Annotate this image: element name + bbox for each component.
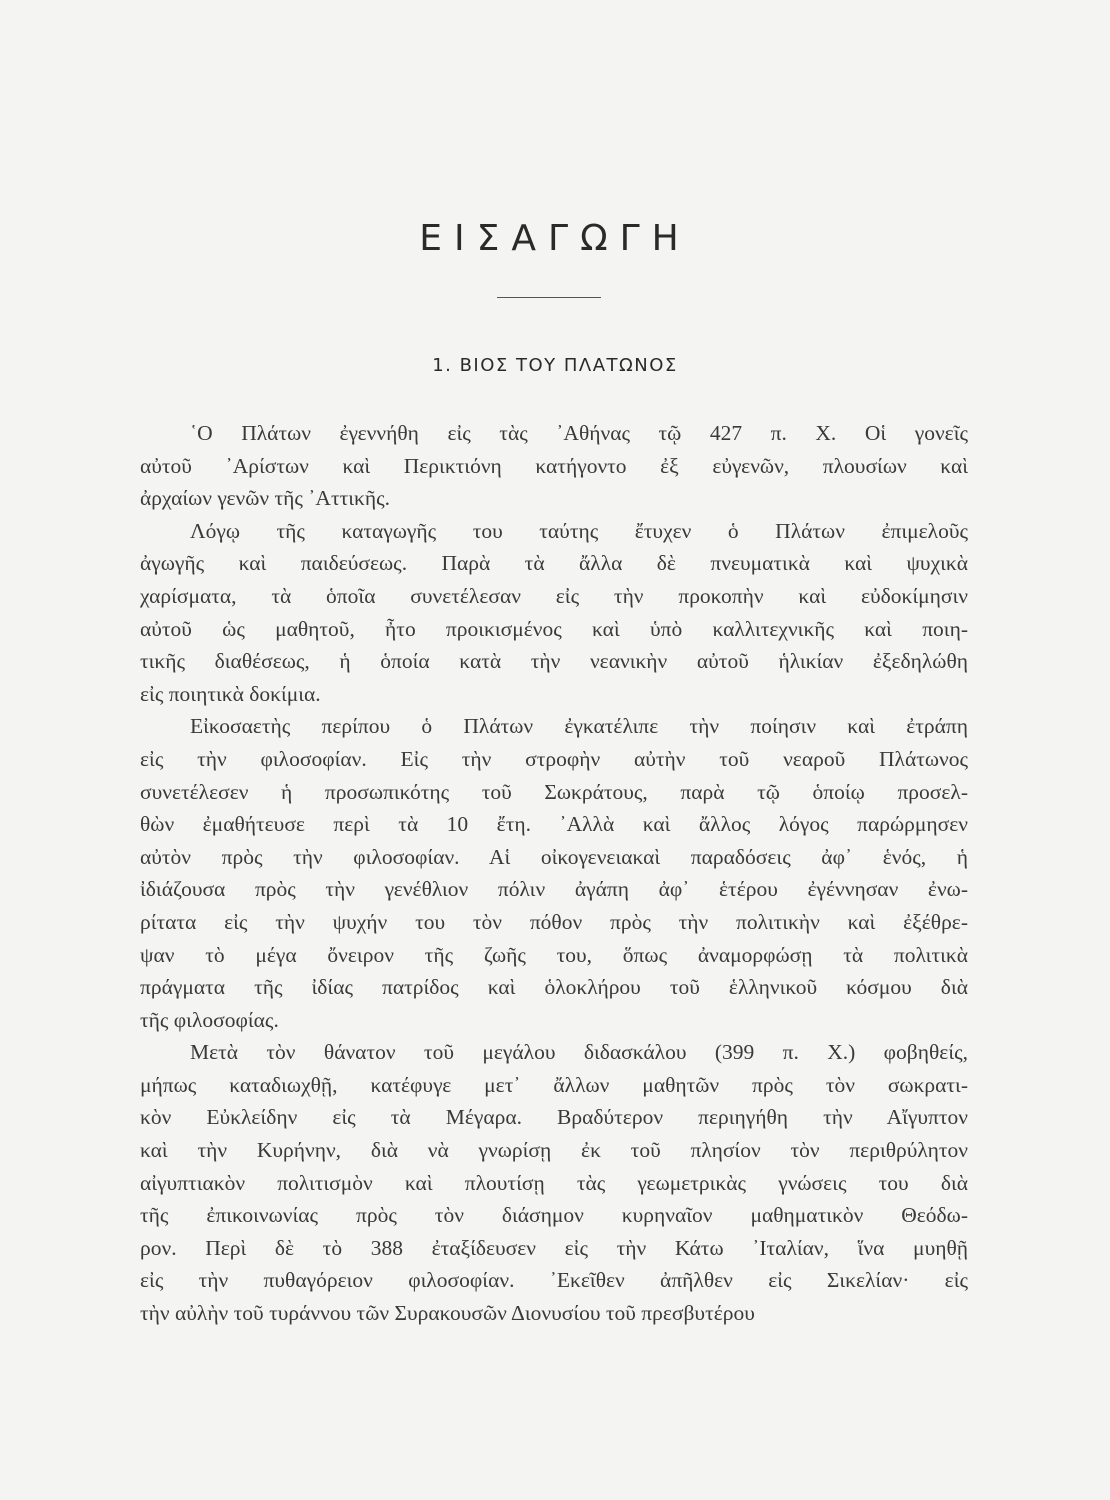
title-divider [497, 297, 601, 298]
text-line: αὐτὸν πρὸς τὴν φιλοσοφίαν. Αἱ οἰκογενειακαὶ παραδόσεις ἀφ᾿ ἑνός, ἡ [140, 844, 968, 869]
text-line: ἀρχαίων γενῶν τῆς ᾿Αττικῆς. [140, 486, 390, 511]
text-line: εἰς ποιητικὰ δοκίμια. [140, 681, 321, 706]
body-text [140, 417, 968, 1330]
text-line: Μετὰ τὸν θάνατον τοῦ μεγάλου διδασκάλου (399 π. Χ.) φοβηθείς, [190, 1040, 968, 1065]
text-line: κὸν Εὐκλείδην εἰς τὰ Μέγαρα. Βραδύτερον περιηγήθη τὴν Αἴγυπτον [140, 1105, 968, 1130]
paragraph [140, 515, 968, 711]
text-line: χαρίσματα, τὰ ὁποῖα συνετέλεσαν εἰς τὴν προκοπὴν καὶ εὐδοκίμησιν [140, 583, 968, 608]
paragraph [140, 417, 968, 515]
text-line: ῾Ο Πλάτων ἐγεννήθη εἰς τὰς ᾿Αθήνας τῷ 427 π. Χ. Οἱ γονεῖς [190, 421, 968, 445]
section-heading: 1. ΒΙΟΣ ΤΟΥ ΠΛΑΤΩΝΟΣ [432, 355, 678, 376]
text-line: αἰγυπτιακὸν πολιτισμὸν καὶ πλουτίσῃ τὰς γεωμετρικὰς γνώσεις του διὰ [140, 1170, 968, 1195]
paragraph [140, 710, 968, 1036]
text-line: συνετέλεσεν ἡ προσωπικότης τοῦ Σωκράτους, παρὰ τῷ ὁποίῳ προσελ- [140, 779, 968, 804]
text-line: εἰς τὴν φιλοσοφίαν. Εἰς τὴν στροφὴν αὐτὴν τοῦ νεαροῦ Πλάτωνος [140, 746, 968, 771]
text-line: ἰδιάζουσα πρὸς τὴν γενέθλιον πόλιν ἀγάπη ἀφ᾿ ἑτέρου ἐγέννησαν ἐνω- [140, 877, 968, 902]
text-line: τῆς ἐπικοινωνίας πρὸς τὸν διάσημον κυρηναῖον μαθηματικὸν Θεόδω- [140, 1203, 968, 1228]
text-line: αὐτοῦ ὡς μαθητοῦ, ἦτο προικισμένος καὶ ὑπὸ καλλιτεχνικῆς καὶ ποιη- [140, 616, 968, 641]
text-line: ἀγωγῆς καὶ παιδεύσεως. Παρὰ τὰ ἄλλα δὲ πνευματικὰ καὶ ψυχικὰ [140, 551, 968, 576]
text-line: εἰς τὴν πυθαγόρειον φιλοσοφίαν. ᾿Εκεῖθεν ἀπῆλθεν εἰς Σικελίαν· εἰς [140, 1268, 968, 1293]
text-line: μήπως καταδιωχθῇ, κατέφυγε μετ᾿ ἄλλων μαθητῶν πρὸς τὸν σωκρατι- [140, 1072, 968, 1097]
text-line: τῆς φιλοσοφίας. [140, 1007, 279, 1032]
text-line: ψαν τὸ μέγα ὄνειρον τῆς ζωῆς του, ὅπως ἀναμορφώσῃ τὰ πολιτικὰ [140, 942, 968, 967]
text-line: ρίτατα εἰς τὴν ψυχήν του τὸν πόθον πρὸς τὴν πολιτικὴν καὶ ἐξέθρε- [140, 909, 968, 934]
paragraph [140, 1036, 968, 1329]
text-line: αὐτοῦ ᾿Αρίστων καὶ Περικτιόνη κατήγοντο ἐξ εὐγενῶν, πλουσίων καὶ [140, 453, 968, 478]
page-title: ΕΙΣΑΓΩΓΗ [419, 218, 691, 259]
text-line: τὴν αὐλὴν τοῦ τυράννου τῶν Συρακουσῶν Διονυσίου τοῦ πρεσβυτέρου [140, 1301, 755, 1326]
text-line: Εἰκοσαετὴς περίπου ὁ Πλάτων ἐγκατέλιπε τὴν ποίησιν καὶ ἐτράπη [190, 714, 968, 739]
text-line: καὶ τὴν Κυρήνην, διὰ νὰ γνωρίσῃ ἐκ τοῦ πλησίον τὸν περιθρύλητον [140, 1138, 968, 1163]
text-line: τικῆς διαθέσεως, ἡ ὁποία κατὰ τὴν νεανικὴν αὐτοῦ ἡλικίαν ἐξεδηλώθη [140, 649, 968, 674]
text-line: Λόγῳ τῆς καταγωγῆς του ταύτης ἔτυχεν ὁ Πλάτων ἐπιμελοῦς [190, 518, 968, 543]
text-line: ρον. Περὶ δὲ τὸ 388 ἐταξίδευσεν εἰς τὴν Κάτω ᾿Ιταλίαν, ἵνα μυηθῇ [140, 1235, 968, 1260]
text-line: θὼν ἐμαθήτευσε περὶ τὰ 10 ἔτη. ᾿Αλλὰ καὶ ἄλλος λόγος παρώρμησεν [140, 812, 968, 837]
text-line: πράγματα τῆς ἰδίας πατρίδος καὶ ὁλοκλήρου τοῦ ἑλληνικοῦ κόσμου διὰ [140, 975, 968, 1000]
